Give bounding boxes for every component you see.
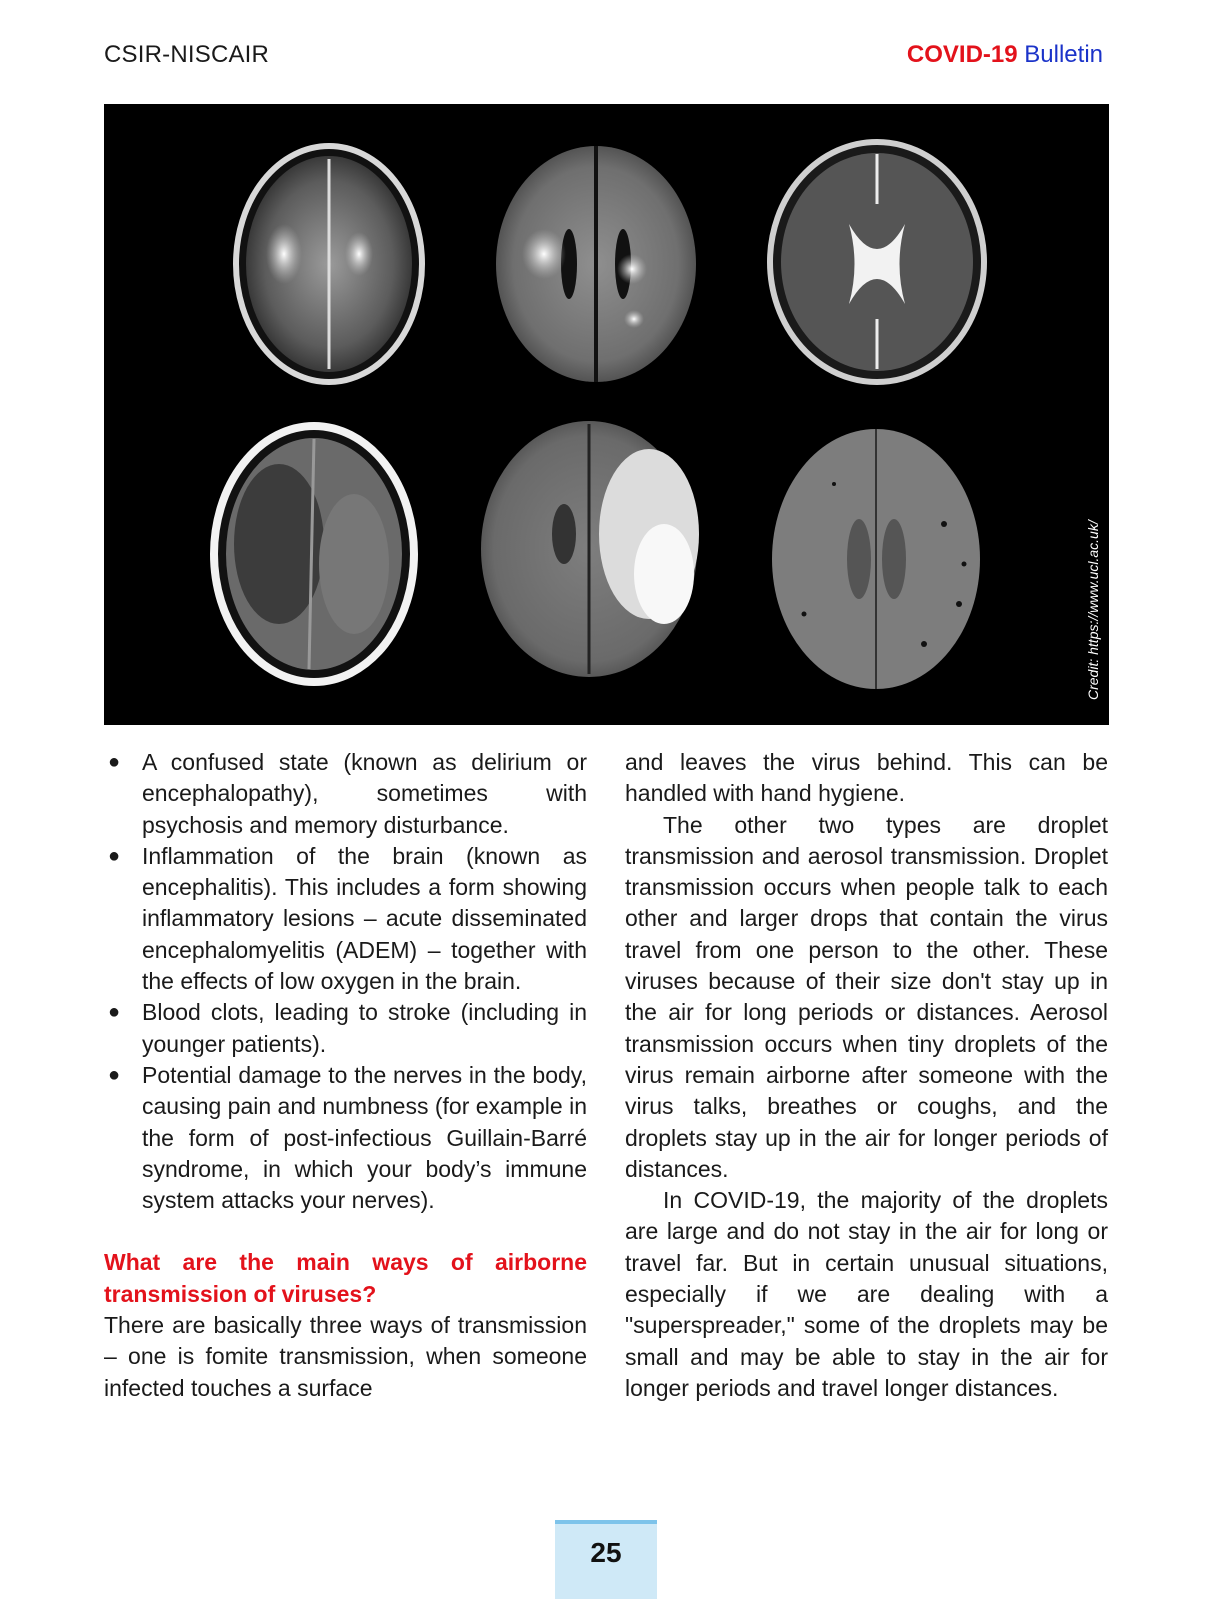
mri-panel-5 xyxy=(481,421,699,677)
bullet-icon: ● xyxy=(108,751,121,773)
bullet-icon: ● xyxy=(108,1001,121,1024)
mri-panel-1 xyxy=(236,146,422,382)
header-bulletin-title xyxy=(907,41,1103,69)
list-item: ● A confused state (known as delirium or encephalopathy), sometimes with psychosis and memory disturbance. xyxy=(108,749,587,838)
list-item: ● Potential damage to the nerves in the body, causing pain and numbness (for example in the form of post-infectious Guillain-Barré syndrome, in which your body’s immune system attacks your nerves). xyxy=(108,1061,587,1214)
section-heading: What are the main ways of airborne transmission of viruses? xyxy=(104,1249,587,1307)
mri-panel-2 xyxy=(496,146,696,382)
body-paragraph: The other two types are droplet transmission and aerosol transmission. Droplet transmission occurs when people talk to each other and larger drops that contain the virus travel from one person to the other. These viruses because of their size don't stay up in the air for long periods or distances. Aerosol transmission occurs when tiny droplets of the virus remain airborne after someone with the virus talks, breathes or coughs, and the droplets stay up in the air for longer periods of distances. xyxy=(625,811,1108,1182)
body-paragraph: There are basically three ways of transmission – one is fomite transmission, when someone infected touches a surface xyxy=(104,1312,587,1401)
brain-mri-figure xyxy=(104,104,1109,725)
bullet-icon: ● xyxy=(108,844,121,867)
body-paragraph: In COVID-19, the majority of the droplets are large and do not stay in the air for long or travel far. But in certain unusual situations, especially if we are dealing with a "superspreader," some of the droplets may be small and may be able to stay in the air for longer periods and travel longer distances. xyxy=(625,1187,1108,1401)
bulletin-label: Bulletin xyxy=(1024,41,1103,68)
list-item: ● Inflammation of the brain (known as encephalitis). This includes a form showing inflammatory lesions – acute disseminated encephalomyelitis (ADEM) – together with the effects of low oxygen in the brain. xyxy=(108,842,587,995)
page-number: 25 xyxy=(555,1520,657,1599)
symptom-list xyxy=(104,747,587,1216)
right-column xyxy=(625,747,1108,1404)
mri-panel-3 xyxy=(770,142,984,382)
image-credit: Credit: https://www.ucl.ac.uk/ xyxy=(1085,520,1101,700)
left-column xyxy=(104,747,587,1404)
header-publisher: CSIR-NISCAIR xyxy=(104,41,270,68)
body-paragraph: and leaves the virus behind. This can be handled with hand hygiene. xyxy=(625,749,1108,807)
mri-panels xyxy=(104,104,1109,725)
mri-panel-6 xyxy=(772,429,980,689)
list-item: ● Blood clots, leading to stroke (including in younger patients). xyxy=(108,999,587,1057)
mri-panel-4 xyxy=(214,426,414,682)
bulletin-covid-label: COVID-19 xyxy=(906,41,1018,68)
bullet-icon: ● xyxy=(108,1063,121,1086)
